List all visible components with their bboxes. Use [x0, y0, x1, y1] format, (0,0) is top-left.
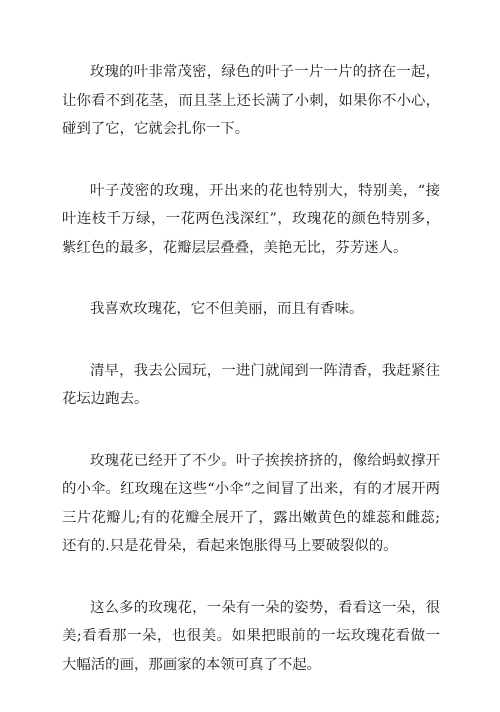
- document-body: [62, 58, 440, 712]
- paragraph-3: 我喜欢玫瑰花，它不但美丽，而且有香味。: [90, 301, 364, 317]
- paragraph-5: 玫瑰花已经开了不少。叶子挨挨挤挤的，像给蚂蚁撑开的小伞。红玫瑰在这些“小伞”之间冒了出来，有的才展开两三片花瓣儿;有的花瓣全展开了，露出嫩黄色的雄蕊和雌蕊;还有的.只是花骨朵，看起来饱胀得马上要破裂似的。: [62, 452, 440, 554]
- paragraph-2: 叶子茂密的玫瑰，开出来的花也特别大，特别美，“接叶连枝千万绿，一花两色浅深红”，玫瑰花的颜色特别多，紫红色的最多，花瓣层层叠叠，美艳无比，芬芳迷人。: [62, 182, 440, 256]
- paragraph-6: 这么多的玫瑰花，一朵有一朵的姿势，看看这一朵，很美;看看那一朵，也很美。如果把眼前的一坛玫瑰花看做一大幅活的画，那画家的本领可真了不起。: [62, 599, 440, 673]
- paragraph-4: 清早，我去公园玩，一进门就闻到一阵清香，我赶紧往花坛边跑去。: [62, 362, 440, 407]
- paragraph-1: 玫瑰的叶非常茂密，绿色的叶子一片一片的挤在一起，让你看不到花茎，而且茎上还长满了小刺，如果你不小心，碰到了它，它就会扎你一下。: [62, 64, 440, 137]
